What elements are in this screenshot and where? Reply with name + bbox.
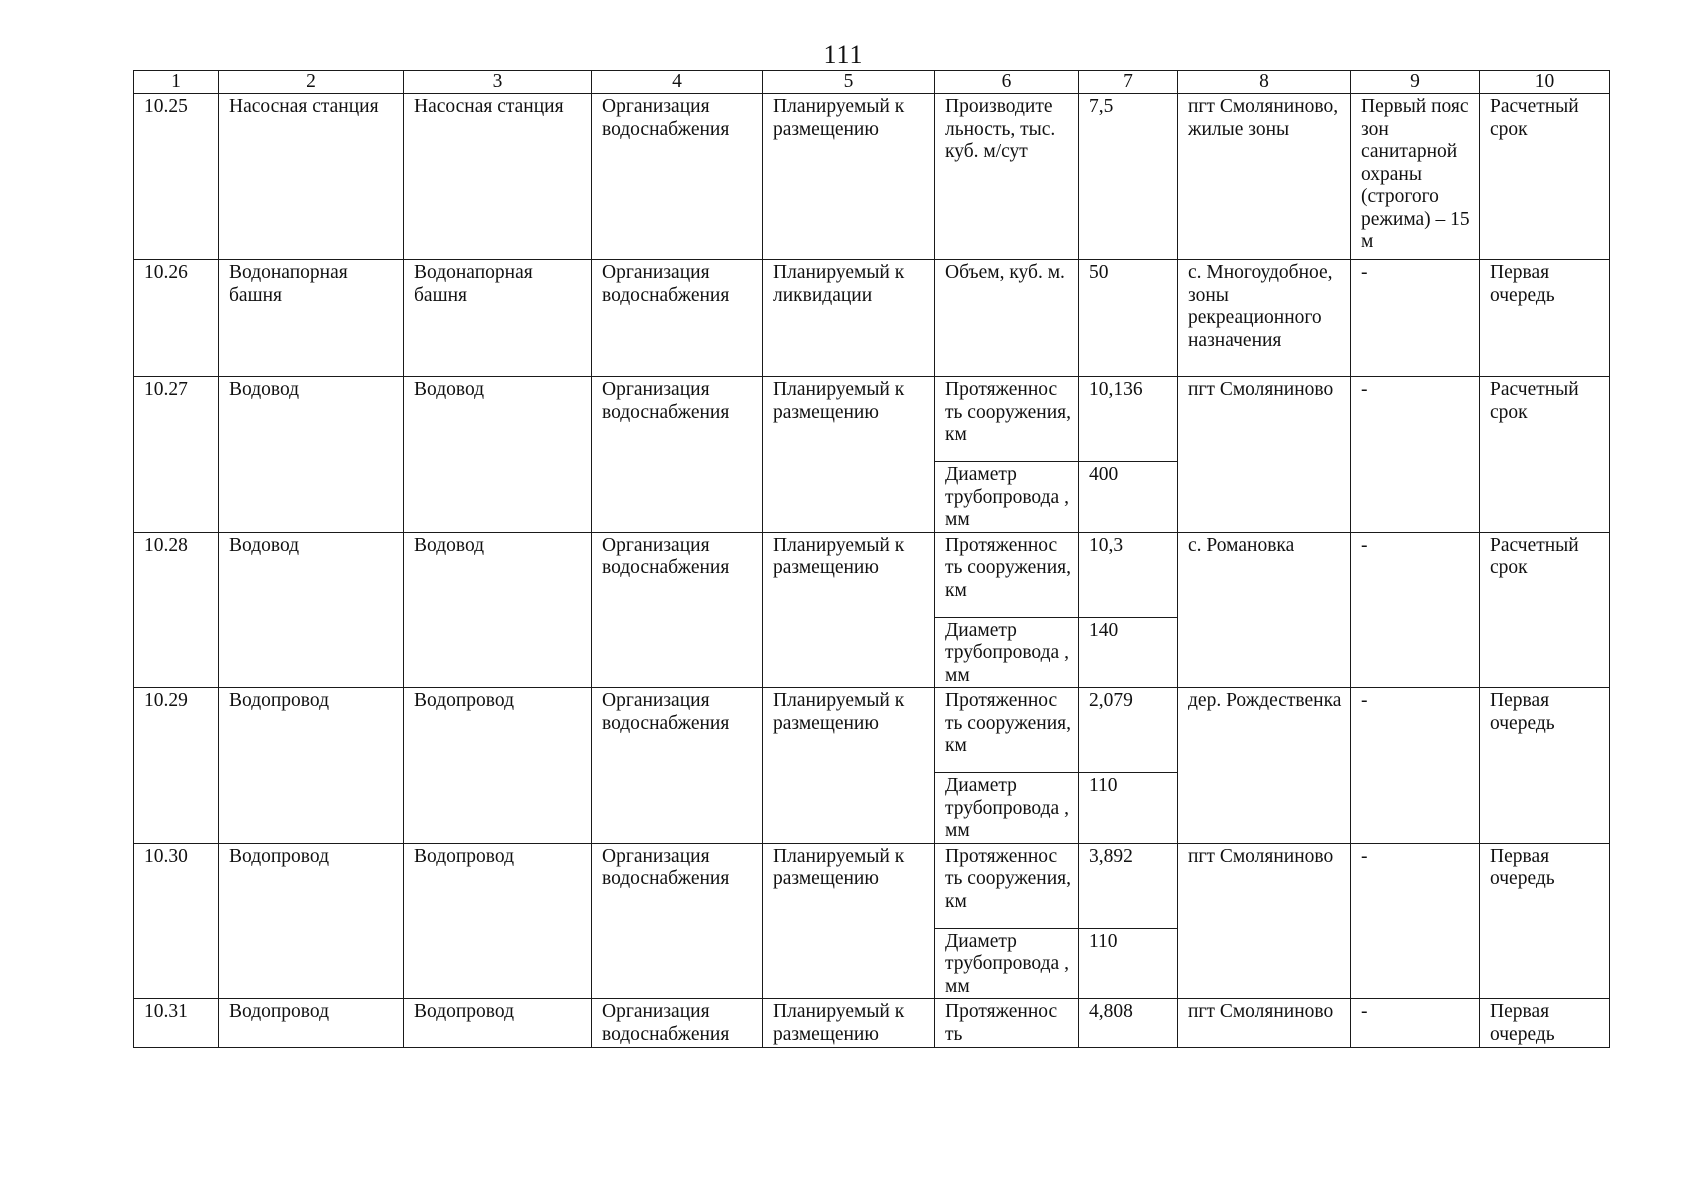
column-header: 1 [134,71,219,94]
object-type: Насосная станция [404,94,592,260]
object-zone: - [1351,532,1480,688]
object-location: с. Многоудобное, зоны рекреационного назначения [1178,260,1351,377]
object-purpose: Организация водоснабжения [592,843,763,999]
param-value: 140 [1079,617,1178,688]
object-term: Первая очередь [1480,688,1610,844]
object-status: Планируемый к ликвидации [763,260,935,377]
param-name: Производите льность, тыс. куб. м/сут [935,94,1079,260]
object-location: пгт Смоляниново [1178,377,1351,533]
object-purpose: Организация водоснабжения [592,377,763,533]
object-term: Расчетный срок [1480,532,1610,688]
object-purpose: Организация водоснабжения [592,94,763,260]
object-purpose: Организация водоснабжения [592,999,763,1048]
column-header: 7 [1079,71,1178,94]
param-name: Протяженнос ть сооружения, км [935,843,1079,928]
object-purpose: Организация водоснабжения [592,532,763,688]
table-row [134,843,1610,928]
param-value: 110 [1079,773,1178,844]
object-term: Расчетный срок [1480,377,1610,533]
objects-table [133,70,1610,1048]
column-numbers-row [134,71,1610,94]
object-term: Расчетный срок [1480,94,1610,260]
column-header: 4 [592,71,763,94]
object-zone: - [1351,377,1480,533]
object-name: Водопровод [219,999,404,1048]
param-value: 110 [1079,928,1178,999]
object-type: Водовод [404,532,592,688]
column-header: 5 [763,71,935,94]
object-zone: - [1351,688,1480,844]
row-number: 10.26 [134,260,219,377]
object-purpose: Организация водоснабжения [592,260,763,377]
object-type: Водопровод [404,999,592,1048]
column-header: 9 [1351,71,1480,94]
object-term: Первая очередь [1480,999,1610,1048]
object-status: Планируемый к размещению [763,843,935,999]
object-name: Водовод [219,532,404,688]
object-status: Планируемый к размещению [763,532,935,688]
row-number: 10.25 [134,94,219,260]
object-location: пгт Смоляниново [1178,843,1351,999]
object-name: Насосная станция [219,94,404,260]
object-status: Планируемый к размещению [763,377,935,533]
object-status: Планируемый к размещению [763,688,935,844]
table-row [134,688,1610,773]
object-location: с. Романовка [1178,532,1351,688]
param-name: Диаметр трубопровода , мм [935,462,1079,533]
param-name: Диаметр трубопровода , мм [935,773,1079,844]
param-value: 2,079 [1079,688,1178,773]
row-number: 10.29 [134,688,219,844]
param-name: Протяженнос ть [935,999,1079,1048]
object-purpose: Организация водоснабжения [592,688,763,844]
param-name: Объем, куб. м. [935,260,1079,377]
object-name: Водонапорная башня [219,260,404,377]
object-location: пгт Смоляниново [1178,999,1351,1048]
object-type: Водонапорная башня [404,260,592,377]
page-number: 111 [823,40,864,69]
param-name: Протяженнос ть сооружения, км [935,532,1079,617]
param-value: 3,892 [1079,843,1178,928]
table-row [134,532,1610,617]
row-number: 10.31 [134,999,219,1048]
param-name: Диаметр трубопровода , мм [935,928,1079,999]
param-value: 400 [1079,462,1178,533]
row-number: 10.30 [134,843,219,999]
table-row [134,999,1610,1048]
param-name: Диаметр трубопровода , мм [935,617,1079,688]
row-number: 10.28 [134,532,219,688]
param-value: 4,808 [1079,999,1178,1048]
column-header: 10 [1480,71,1610,94]
object-name: Водовод [219,377,404,533]
object-term: Первая очередь [1480,260,1610,377]
object-status: Планируемый к размещению [763,94,935,260]
object-type: Водовод [404,377,592,533]
param-name: Протяженнос ть сооружения, км [935,377,1079,462]
row-number: 10.27 [134,377,219,533]
object-zone: - [1351,843,1480,999]
object-type: Водопровод [404,688,592,844]
table-row [134,260,1610,377]
object-term: Первая очередь [1480,843,1610,999]
column-header: 3 [404,71,592,94]
table-row [134,94,1610,260]
object-name: Водопровод [219,843,404,999]
object-zone: - [1351,260,1480,377]
object-location: дер. Рождественка [1178,688,1351,844]
table-row [134,377,1610,462]
column-header: 8 [1178,71,1351,94]
object-zone: Первый пояс зон санитарной охраны (строгого режима) – 15 м [1351,94,1480,260]
object-type: Водопровод [404,843,592,999]
object-status: Планируемый к размещению [763,999,935,1048]
param-value: 10,136 [1079,377,1178,462]
column-header: 6 [935,71,1079,94]
param-value: 10,3 [1079,532,1178,617]
param-name: Протяженнос ть сооружения, км [935,688,1079,773]
object-name: Водопровод [219,688,404,844]
object-location: пгт Смоляниново, жилые зоны [1178,94,1351,260]
param-value: 50 [1079,260,1178,377]
object-zone: - [1351,999,1480,1048]
column-header: 2 [219,71,404,94]
param-value: 7,5 [1079,94,1178,260]
